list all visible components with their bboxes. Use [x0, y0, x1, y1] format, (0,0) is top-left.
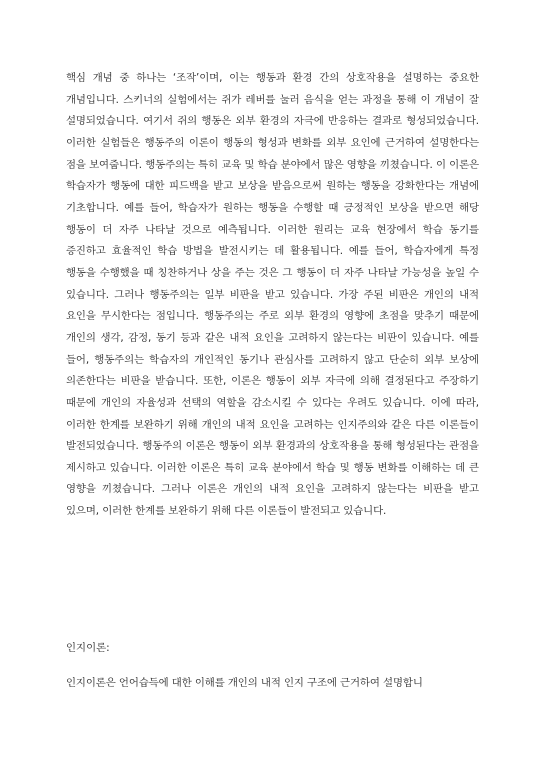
section-heading: 인지이론: [66, 642, 110, 654]
section-paragraph: 인지이론은 언어습득에 대한 이해를 개인의 내적 인지 구조에 근거하여 설명합니 [66, 677, 423, 689]
body-paragraph: 핵심 개념 중 하나는 ‘조작’이며, 이는 행동과 환경 간의 상호작용을 설명하는 중요한 개념입니다. 스키너의 실험에서는 쥐가 레버를 눌러 음식을 얻는 과정을 통해 이 개념이 잘 설명되었습니다. 여기서 쥐의 행동은 외부 환경의 자극에 반응하는 결과로 형성되었습니다. 이러한 실험들은 행동주의 이론이 행동의 형성과 변화를 외부 요인에 근거하여 설명한다는 점을 보여줍니다. 행동주의는 특히 교육 및 학습 분야에서 많은 영향을 끼쳤습니다. 이 이론은 학습자가 행동에 대한 피드백을 받고 보상을 받음으로써 원하는 행동을 강화한다는 개념에 기초합니다. 예를 들어, 학습자가 원하는 행동을 수행할 때 긍정적인 보상을 받으면 해당 행동이 더 자주 나타날 것으로 예측됩니다. 이러한 원리는 교육 현장에서 학습 동기를 증진하고 효율적인 학습 방법을 발전시키는 데 활용됩니다. 예를 들어, 학습자에게 특정 행동을 수행했을 때 칭찬하거나 상을 주는 것은 그 행동이 더 자주 나타날 가능성을 높일 수 있습니다. 그러나 행동주의는 일부 비판을 받고 있습니다. 가장 주된 비판은 개인의 내적 요인을 무시한다는 점입니다. 행동주의는 주로 외부 환경의 영향에 초점을 맞추기 때문에 개인의 생각, 감정, 동기 등과 같은 내적 요인을 고려하지 않는다는 비판이 있습니다. 예를 들어, 행동주의는 학습자의 개인적인 동기나 관심사를 고려하지 않고 단순히 외부 보상에 의존한다는 비판을 받습니다. 또한, 이론은 행동이 외부 자극에 의해 결정된다고 주장하기 때문에 개인의 자율성과 선택의 역할을 감소시킬 수 있다는 우려도 있습니다. 이에 따라, 이러한 한계를 보완하기 위해 개인의 내적 요인을 고려하는 인지주의와 같은 다른 이론들이 발전되었습니다. 행동주의 이론은 행동이 외부 환경과의 상호작용을 통해 형성된다는 관점을 제시하고 있습니다. 이러한 이론은 특히 교육 분야에서 학습 및 행동 변화를 이해하는 데 큰 영향을 끼쳤습니다. 그러나 이론은 개인의 내적 요인을 고려하지 않는다는 비판을 받고 있으며, 이러한 한계를 보완하기 위해 다른 이론들이 발전되고 있습니다. [66, 72, 479, 518]
